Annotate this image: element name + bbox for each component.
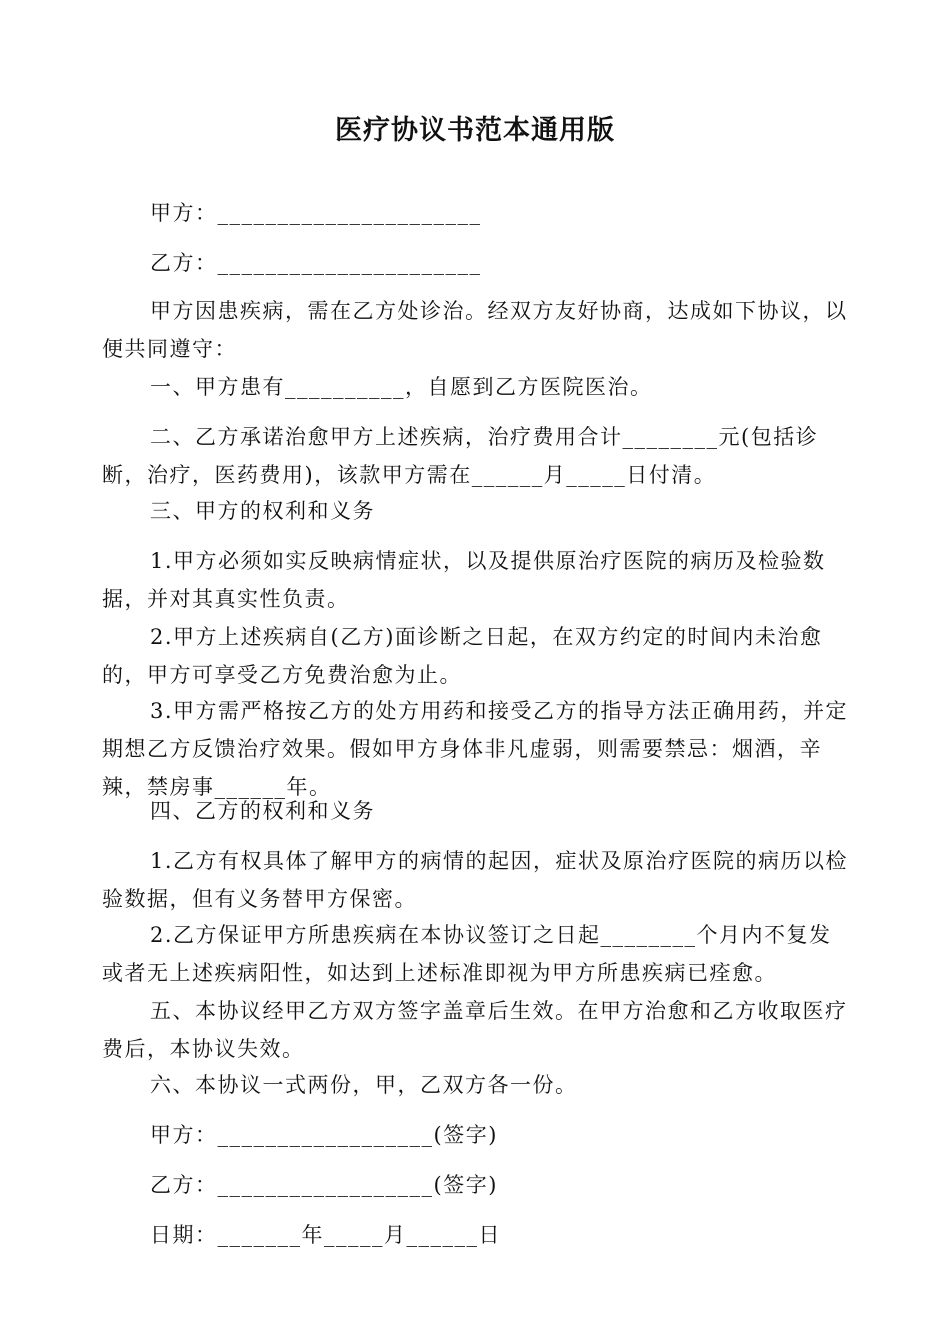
clause-4-heading: 四、乙方的权利和义务 — [150, 799, 375, 823]
signature-party-a: 甲方：__________________(签字) — [150, 1123, 498, 1147]
clause-3-item-3: 3.甲方需严格按乙方的处方用药和接受乙方的指导方法正确用药，并定期想乙方反馈治疗效果。假如甲方身体非凡虚弱，则需要禁忌：烟酒，辛辣，禁房事______年。 — [102, 699, 849, 799]
clause-1: 一、甲方患有__________，自愿到乙方医院医治。 — [150, 375, 653, 399]
party-a-line: 甲方：______________________ — [150, 201, 482, 225]
document-title: 医疗协议书范本通用版 — [335, 115, 615, 146]
clause-4-item-2: 2.乙方保证甲方所患疾病在本协议签订之日起________个月内不复发或者无上述疾病阳性，如达到上述标准即视为甲方所患疾病已痊愈。 — [102, 923, 832, 985]
signature-date: 日期：_______年_____月______日 — [150, 1223, 501, 1247]
intro-paragraph: 甲方因患疾病，需在乙方处诊治。经双方友好协商，达成如下协议，以便共同遵守： — [102, 299, 848, 361]
clause-2: 二、乙方承诺治愈甲方上述疾病，治疗费用合计________元(包括诊断，治疗，医药费用)，该款甲方需在______月_____日付清。 — [102, 425, 819, 487]
clause-4-item-1: 1.乙方有权具体了解甲方的病情的起因，症状及原治疗医院的病历以检验数据，但有义务替甲方保密。 — [102, 849, 849, 911]
signature-party-b: 乙方：__________________(签字) — [150, 1173, 498, 1197]
party-b-line: 乙方：______________________ — [150, 251, 482, 275]
clause-3-item-1: 1.甲方必须如实反映病情症状，以及提供原治疗医院的病历及检验数据，并对其真实性负责。 — [102, 549, 826, 611]
clause-3-heading: 三、甲方的权利和义务 — [150, 499, 375, 523]
clause-3-item-2: 2.甲方上述疾病自(乙方)面诊断之日起，在双方约定的时间内未治愈的，甲方可享受乙方免费治愈为止。 — [102, 625, 823, 687]
clause-6: 六、本协议一式两份，甲，乙双方各一份。 — [150, 1073, 578, 1097]
clause-5: 五、本协议经甲乙方双方签字盖章后生效。在甲方治愈和乙方收取医疗费后，本协议失效。 — [102, 999, 848, 1061]
